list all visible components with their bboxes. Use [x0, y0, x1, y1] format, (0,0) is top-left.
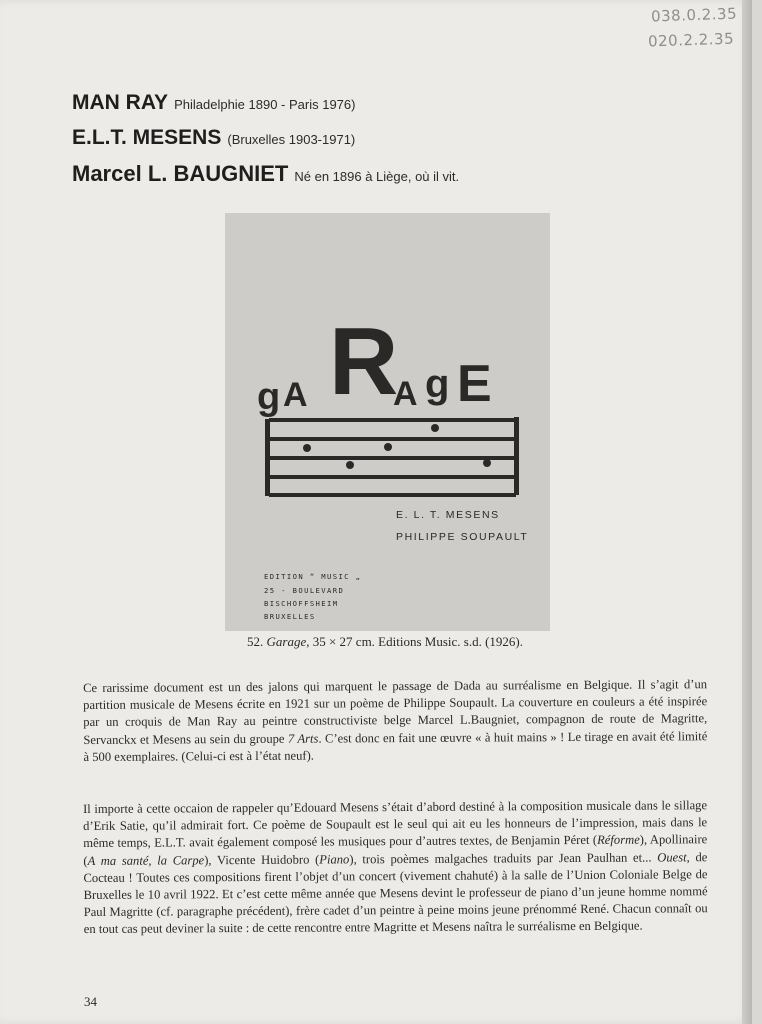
caption-title: Garage	[266, 634, 307, 649]
artist-name: E.L.T. MESENS	[72, 126, 222, 149]
heading-mesens	[72, 126, 355, 150]
poster-author-2: PHILIPPE SOUPAULT	[396, 531, 529, 543]
music-staff	[265, 417, 519, 497]
artist-name: Marcel L. BAUGNIET	[72, 161, 289, 186]
text-run: Il importe à cette occaion de rappeler qu’Edouard Mesens s’était d’abord destiné à la composition musicale dans le sillage d’Erik Satie, qu’il admirait fort. Ce poème de Soupault est le seul qui ait eu les honneurs de l’impression, mais dans le même temps, E.L.T. avait également composé les musiques pour d’autres textes, de Benjamin Péret (	[83, 798, 708, 851]
text-run: , de Cocteau ! Toutes ces compositions firent l’objet d’un concert (vivement chahuté) à la salle de l’Union Coloniale Belge de Bruxelles le 10 avril 1922. Et c’est cette même année que Mesens devint le professeur de piano d’un jeune homme nommé Paul Magritte (cf. paragraphe précédent), frère cadet d’un peintre à peine moins jeune prénommé René. Chacun connaît ou en tout cas peut deviner la suite : de cette rencontre entre Magritte et Mesens naîtra le surréalisme en Belgique.	[83, 849, 708, 937]
artist-detail: Né en 1896 à Liège, où il vit.	[294, 169, 460, 184]
title-letter-a: A	[393, 375, 418, 413]
caption-number: 52.	[247, 634, 264, 649]
figure-caption	[247, 634, 523, 650]
italic-title: 7 Arts	[287, 731, 319, 746]
italic-title: Réforme	[597, 833, 640, 848]
poster-edition-line: 25 - BOULEVARD	[264, 586, 345, 595]
page-edge	[742, 0, 752, 1024]
artist-name: MAN RAY	[72, 91, 169, 114]
artist-detail: Philadelphie 1890 - Paris 1976)	[174, 97, 356, 112]
title-letter-g: g	[257, 376, 281, 418]
italic-title: A ma santé, la Carpe	[87, 852, 205, 868]
pencil-annotation-2: 020.2.2.35	[647, 29, 735, 51]
pencil-annotation-1: 038.0.2.35	[650, 4, 738, 26]
heading-baugniet	[72, 161, 459, 187]
caption-details: , 35 × 27 cm. Editions Music. s.d. (1926).	[306, 634, 523, 649]
italic-title: Ouest	[657, 849, 687, 865]
poster-image	[225, 213, 550, 631]
text-run: ), Apollinaire (	[83, 832, 708, 868]
title-letter-e: E	[457, 355, 492, 413]
body-paragraph-2	[83, 797, 708, 938]
text-run: ), Vicente Huidobro (	[204, 852, 320, 867]
poster-title-letters	[257, 308, 492, 418]
heading-man-ray	[72, 91, 355, 115]
text-run: . C’est donc en fait une œuvre « à huit mains » ! Le tirage en avait été limité à 500 exemplaires. (Celui-ci est à l’état neuf).	[83, 728, 708, 764]
italic-title: Piano	[319, 851, 350, 867]
artist-detail: (Bruxelles 1903-1971)	[227, 132, 356, 147]
title-letter-a: A	[283, 376, 308, 414]
text-run: Ce rarissime document est un des jalons qui marquent le passage de Dada au surréalisme en Belgique. Il s’agit d’un partition musicale de Mesens écrite en 1921 sur un poème de Philippe Soupault. La couverture en couleurs a été inspirée par un croquis de Man Ray au peintre constructiviste belge Marcel L.Baugniet, compagnon de route de Magritte, Servanckx et Mesens au sein du groupe	[83, 677, 708, 747]
poster-edition-line: EDITION “ MUSIC „	[264, 572, 362, 581]
page-number: 34	[84, 994, 97, 1009]
body-paragraph-1	[83, 676, 708, 766]
title-letter-g: g	[425, 362, 450, 406]
title-letter-r: R	[329, 308, 399, 415]
poster-edition-line: BISCHOFFSHEIM	[264, 599, 339, 608]
poster-author-1: E. L. T. MESENS	[396, 509, 500, 521]
garage-poster-artwork	[225, 213, 550, 631]
text-run: ), trois poèmes malgaches traduits par Jean Paulhan et...	[349, 850, 658, 866]
poster-edition-line: BRUXELLES	[264, 612, 316, 621]
